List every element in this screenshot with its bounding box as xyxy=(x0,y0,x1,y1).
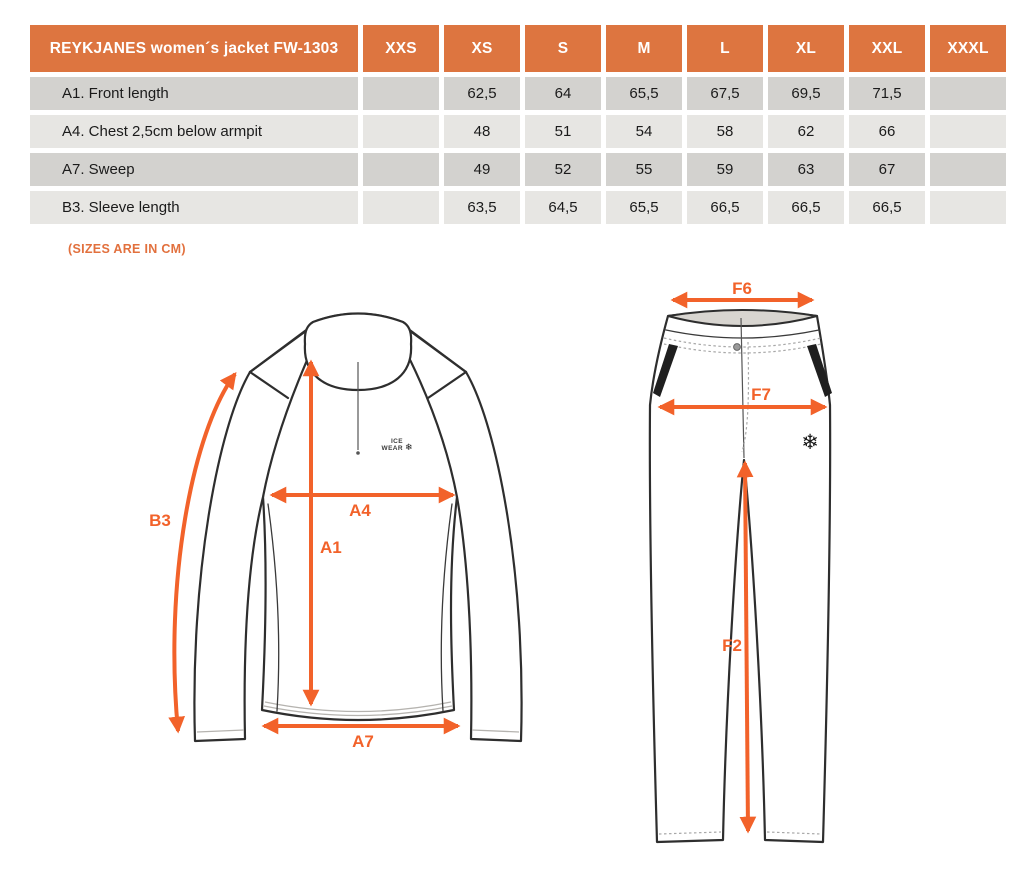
size-header-m: M xyxy=(606,25,682,72)
table-cell: 64,5 xyxy=(525,191,601,224)
a1-label: A1 xyxy=(320,538,342,557)
row-label: A1. Front length xyxy=(30,77,358,110)
size-header-xxxl: XXXL xyxy=(930,25,1006,72)
size-header-xxs: XXS xyxy=(363,25,439,72)
snowflake-icon: ❄ xyxy=(405,443,413,453)
jacket-measurement-diagram xyxy=(122,292,562,777)
table-header-row xyxy=(30,25,1006,72)
table-cell xyxy=(363,115,439,148)
size-header-l: L xyxy=(687,25,763,72)
table-cell: 66,5 xyxy=(768,191,844,224)
table-cell: 67,5 xyxy=(687,77,763,110)
table-cell: 54 xyxy=(606,115,682,148)
table-cell xyxy=(930,77,1006,110)
table-cell: 63 xyxy=(768,153,844,186)
pants-measurement-diagram xyxy=(620,280,910,875)
snowflake-icon: ❄ xyxy=(801,430,819,454)
pants-button xyxy=(734,344,741,351)
brand-logo-text: ICE xyxy=(390,438,403,445)
sizes-unit-note: (SIZES ARE IN CM) xyxy=(68,242,186,256)
product-header-cell: REYKJANES women´s jacket FW-1303 xyxy=(30,25,358,72)
a4-label: A4 xyxy=(349,501,371,520)
table-cell: 66,5 xyxy=(687,191,763,224)
table-cell: 51 xyxy=(525,115,601,148)
f7-label: F7 xyxy=(751,385,771,404)
f6-label: F6 xyxy=(732,279,752,298)
table-cell: 65,5 xyxy=(606,77,682,110)
row-label: A7. Sweep xyxy=(30,153,358,186)
table-cell: 49 xyxy=(444,153,520,186)
table-cell xyxy=(930,115,1006,148)
table-cell xyxy=(363,153,439,186)
row-label: B3. Sleeve length xyxy=(30,191,358,224)
size-header-xs: XS xyxy=(444,25,520,72)
b3-label: B3 xyxy=(149,511,171,530)
row-label: A4. Chest 2,5cm below armpit xyxy=(30,115,358,148)
table-cell xyxy=(930,191,1006,224)
f2-label: F2 xyxy=(722,636,742,655)
table-cell: 71,5 xyxy=(849,77,925,110)
table-cell: 55 xyxy=(606,153,682,186)
table-cell: 63,5 xyxy=(444,191,520,224)
size-chart-table xyxy=(25,20,1011,229)
table-cell xyxy=(363,77,439,110)
table-cell: 66,5 xyxy=(849,191,925,224)
table-row xyxy=(30,77,1006,110)
table-cell: 67 xyxy=(849,153,925,186)
table-cell: 64 xyxy=(525,77,601,110)
f2-arrow xyxy=(745,463,748,831)
table-cell: 66 xyxy=(849,115,925,148)
pants-body xyxy=(650,311,830,842)
jacket-zipper-pull xyxy=(356,451,360,455)
table-cell: 48 xyxy=(444,115,520,148)
table-cell: 59 xyxy=(687,153,763,186)
a7-label: A7 xyxy=(352,732,374,751)
table-cell: 52 xyxy=(525,153,601,186)
brand-logo-text: WEAR xyxy=(381,445,403,452)
table-cell: 69,5 xyxy=(768,77,844,110)
size-header-xxl: XXL xyxy=(849,25,925,72)
size-header-xl: XL xyxy=(768,25,844,72)
table-cell: 58 xyxy=(687,115,763,148)
size-header-s: S xyxy=(525,25,601,72)
table-row xyxy=(30,191,1006,224)
table-row xyxy=(30,153,1006,186)
table-cell xyxy=(930,153,1006,186)
table-cell: 65,5 xyxy=(606,191,682,224)
table-cell: 62 xyxy=(768,115,844,148)
table-cell xyxy=(363,191,439,224)
table-row xyxy=(30,115,1006,148)
table-cell: 62,5 xyxy=(444,77,520,110)
